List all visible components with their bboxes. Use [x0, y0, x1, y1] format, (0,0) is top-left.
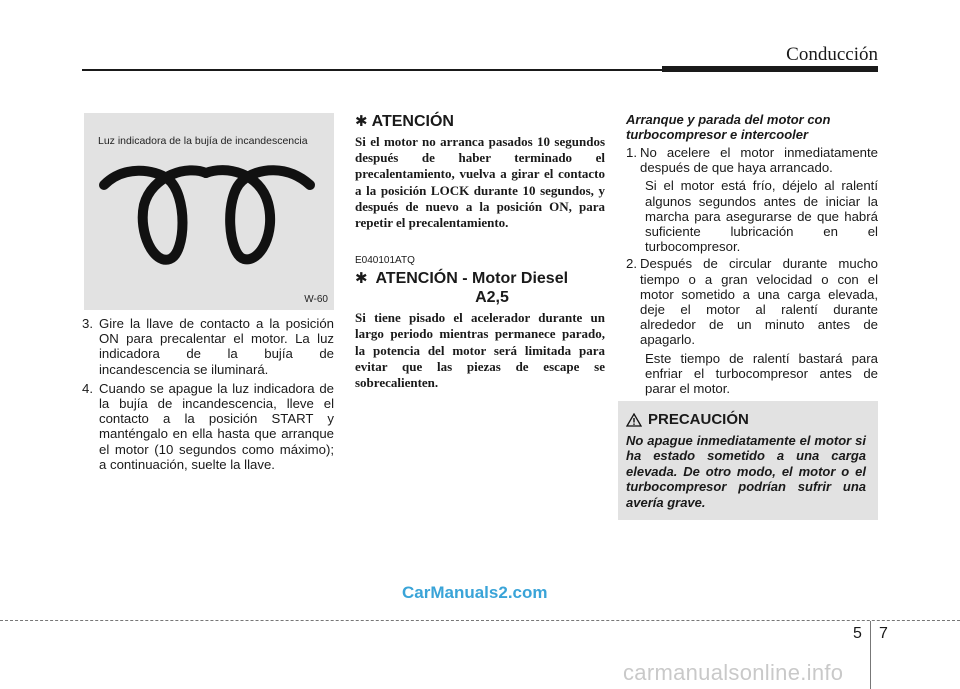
section-number: 5	[853, 625, 862, 642]
list-item	[626, 145, 878, 254]
step-text: Después de circular durante mucho tiempo o a gran velocidad o con el motor sometido a una carga elevada, deje el motor al ralentí durante alrededor de un minuto antes de apagarlo.	[640, 256, 878, 348]
step-number: 3.	[82, 316, 93, 331]
caution-body: No apague inmediatamente el motor si ha estado sometido a una carga elevada. De otro modo, el motor o el turbocompresor podrían sufrir una avería grave.	[626, 433, 866, 510]
footer-divider	[0, 620, 960, 621]
turbo-list	[626, 145, 878, 396]
steps-list	[82, 316, 334, 476]
caution-title: PRECAUCIÓN	[648, 411, 749, 428]
list-item	[626, 256, 878, 396]
attention-diesel-title: ATENCIÓN - Motor Diesel	[375, 270, 569, 288]
attention-title: ATENCIÓN	[371, 113, 454, 130]
section-title: Conducción	[786, 44, 878, 65]
turbo-column	[626, 112, 878, 398]
caution-heading	[626, 411, 749, 428]
caution-box	[618, 401, 878, 520]
step-text: Gire la llave de contacto a la posición ON para precalentar el motor. La luz indicadora de la bujía de incandescencia se iluminará.	[99, 316, 334, 377]
attention-diesel-engine: A2,5	[475, 289, 509, 307]
section-code: E040101ATQ	[355, 255, 415, 267]
site-watermark: carmanualsonline.info	[623, 660, 844, 685]
watermark-link[interactable]: CarManuals2.com	[402, 583, 548, 602]
star-icon: ✱	[355, 270, 368, 288]
attention-body: Si el motor no arranca pasados 10 segundos después de haber terminado el precalentamiento, vuelva a girar el contacto a la posición LOCK durante 10 segundos, y después de nuevo a la posición ON, para repetir el precalentamiento.	[355, 134, 605, 231]
list-item	[82, 316, 334, 377]
warning-triangle-icon	[626, 413, 642, 427]
attention-diesel-body: Si tiene pisado el acelerador durante un largo periodo mientras permanece parado, la potencia del motor será limitada para evitar que las piezas de escape se sobrecalienten.	[355, 310, 605, 391]
star-icon: ✱	[355, 113, 368, 130]
page-number: 7	[879, 625, 888, 642]
glow-plug-indicator-icon	[84, 113, 334, 310]
step-number: 1.	[626, 145, 637, 160]
step-text: No acelere el motor inmediatamente después de que haya arrancado.	[640, 145, 878, 176]
step-number: 4.	[82, 380, 93, 396]
page-number-divider	[870, 621, 871, 689]
attention-column	[355, 112, 605, 391]
step-note: Este tiempo de ralentí bastará para enfriar el turbocompresor antes de parar el motor.	[645, 350, 878, 397]
figure-code: W-60	[304, 294, 328, 305]
step-note: Si el motor está frío, déjelo al ralentí algunos segundos antes de iniciar la marcha para asegurarse de que habrá suficiente lubricación en el turbocompresor.	[645, 178, 878, 255]
step-text: Cuando se apague la luz indicadora de la bujía de incandescencia, lleve el contacto a la posición START y manténgalo en ella hasta que arranque el motor (10 segundos como máximo); a continuación, suelte la llave.	[99, 380, 334, 472]
step-number: 2.	[626, 256, 637, 272]
figure-caption: Luz indicadora de la bujía de incandescencia	[98, 135, 308, 147]
attention-heading	[355, 112, 605, 131]
header-rule	[82, 69, 662, 71]
glow-plug-figure	[84, 113, 334, 310]
attention-diesel-heading	[355, 269, 605, 288]
turbo-heading: Arranque y parada del motor con turbocompresor e intercooler	[626, 112, 831, 142]
header-rule-thick	[662, 66, 878, 72]
list-item	[82, 381, 334, 472]
